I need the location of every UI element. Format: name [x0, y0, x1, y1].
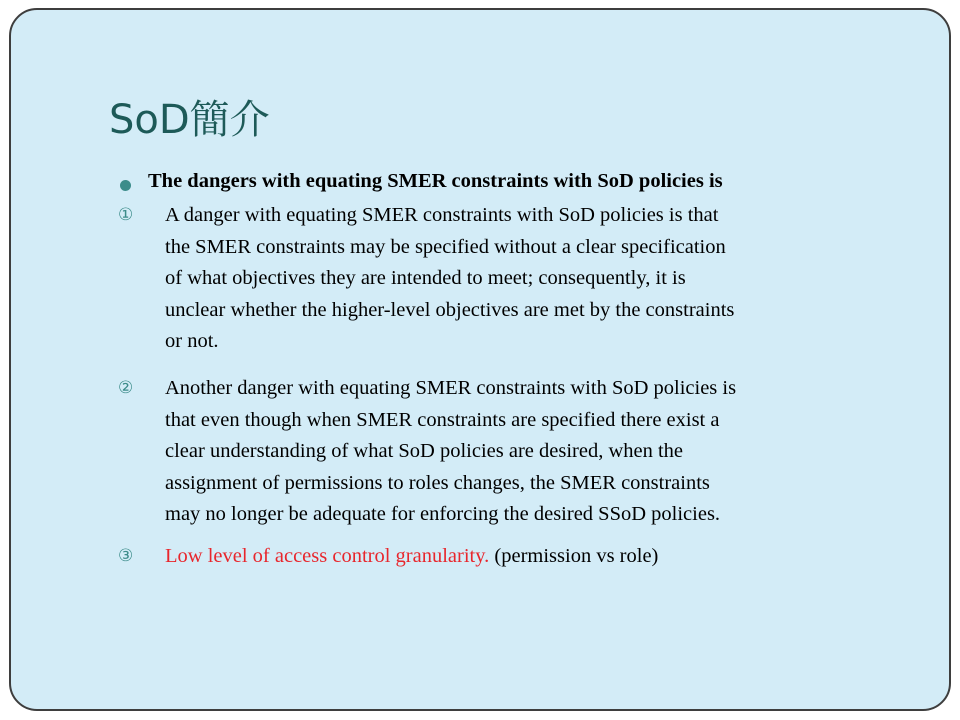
- circled-number-1-icon: ①: [118, 205, 134, 225]
- circled-number-2-icon: ②: [118, 378, 134, 398]
- bullet-text: The dangers with equating SMER constraints with SoD policies is: [148, 170, 723, 192]
- item-2-line: Another danger with equating SMER constraints with SoD policies is: [165, 377, 737, 399]
- item-1-line: unclear whether the higher-level objectives are met by the constraints: [165, 298, 735, 321]
- item-3-rest-text: (permission vs role): [489, 545, 659, 567]
- highlighted-text: Low level of access control granularity.: [165, 545, 490, 567]
- item-2-line: clear understanding of what SoD policies are desired, when the: [165, 440, 684, 462]
- item-1-line: the SMER constraints may be specified without a clear specification: [165, 235, 726, 258]
- item-1-text: [165, 200, 925, 358]
- circled-number-3-icon: ③: [118, 546, 134, 566]
- item-2-line: that even though when SMER constraints are specified there exist a: [165, 408, 720, 431]
- item-2-line: assignment of permissions to roles changes, the SMER constraints: [165, 471, 710, 494]
- bullet-dot-icon: [120, 180, 131, 191]
- item-3-text: [165, 541, 925, 573]
- item-2-text: [165, 373, 925, 531]
- item-2-line: may no longer be adequate for enforcing the desired SSoD policies.: [165, 503, 721, 525]
- item-1-line: A danger with equating SMER constraints with SoD policies is that: [165, 204, 719, 226]
- slide: [9, 8, 951, 711]
- item-1-line: or not.: [165, 330, 219, 352]
- item-1-line: of what objectives they are intended to meet; consequently, it is: [165, 267, 686, 289]
- slide-title: SoD簡介: [109, 97, 270, 143]
